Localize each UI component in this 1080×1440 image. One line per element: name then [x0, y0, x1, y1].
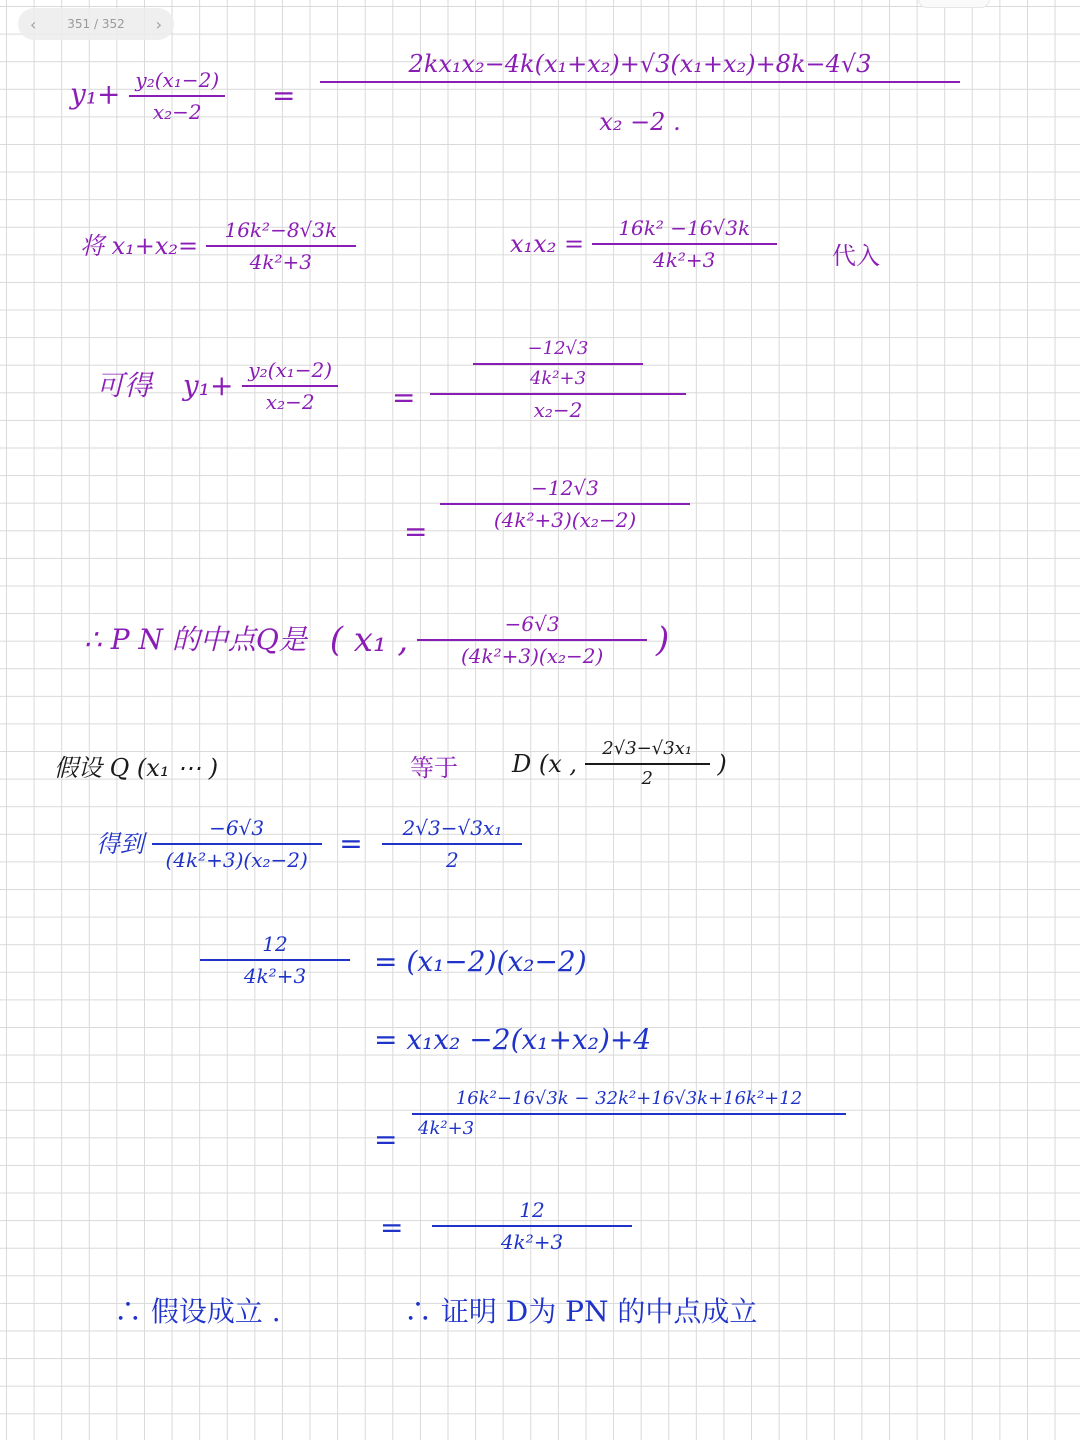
prev-page-icon[interactable]: ‹ [30, 14, 37, 34]
fraction-bar [200, 959, 350, 961]
l1-lhs-fraction [129, 70, 225, 122]
equation-line-1 [70, 70, 225, 122]
page-indicator: 351 / 352 [67, 17, 125, 31]
fraction-bar [129, 95, 225, 97]
l3-inner-fraction [473, 340, 643, 388]
l11-num: 12 [519, 1198, 545, 1222]
equation-line-5 [84, 614, 669, 666]
equation-line-3 [96, 360, 338, 412]
l4-den: (4k²+3)(x₂−2) [493, 508, 637, 532]
l10-den: 4k²+3 [418, 1118, 475, 1139]
l2-prod-prefix: x₁x₂ = [510, 230, 585, 258]
l1-rhs-den: x₂ −2 . [599, 108, 681, 136]
l9-rhs: = x₁x₂ −2(x₁+x₂)+4 [374, 1023, 652, 1056]
l10-frac [412, 1090, 846, 1138]
l1-y1: y₁+ [70, 77, 121, 111]
l5-prefix: ∴ P N 的中点Q是 [84, 623, 307, 656]
fraction-bar [592, 243, 777, 245]
fraction-bar [440, 503, 690, 505]
l1-rhs-num: 2kx₁x₂−4k(x₁+x₂)+√3(x₁+x₂)+8k−4√3 [408, 50, 872, 78]
l11-den: 4k²+3 [500, 1230, 564, 1254]
l8-rhs: = (x₁−2)(x₂−2) [374, 945, 587, 978]
l8-lhs-num: 12 [262, 932, 288, 956]
l3-lhs-fraction [242, 360, 338, 412]
l6-d-fraction [585, 740, 710, 788]
l1-lhs-num: y₂(x₁−2) [135, 68, 220, 92]
l7-rhs-den: 2 [446, 848, 459, 872]
l11-frac [432, 1200, 632, 1252]
fraction-bar [152, 843, 322, 845]
l5-fraction [417, 614, 647, 666]
fraction-bar [320, 81, 960, 83]
l2-prod-fraction [592, 218, 777, 270]
l4-frac [440, 478, 690, 530]
l3-inner-num: −12√3 [527, 338, 589, 359]
l7-equals: = [339, 827, 363, 860]
fraction-bar [206, 245, 356, 247]
l3-lhs-num: y₂(x₁−2) [248, 358, 333, 382]
l6-equal: 等于 [410, 754, 458, 782]
l7-lhs-num: −6√3 [209, 816, 265, 840]
l5-open: ( x₁ , [329, 620, 409, 660]
l1-lhs-den: x₂−2 [152, 100, 202, 124]
l3-inner-frac-wrap [467, 340, 649, 388]
fraction-bar [432, 1225, 632, 1227]
equation-line-7 [96, 818, 522, 870]
l7-lhs-den: (4k²+3)(x₂−2) [165, 848, 308, 872]
fraction-bar [417, 639, 647, 641]
l7-rhs-fraction [382, 818, 522, 870]
l8-lhs-den: 4k²+3 [243, 964, 307, 988]
l4-fraction [440, 478, 690, 530]
l12-right: ∴ 证明 D为 PN 的中点成立 [404, 1295, 758, 1328]
l1-rhs-frac [320, 52, 960, 134]
page-navigator [18, 8, 174, 40]
l2-suffix: 代入 [832, 242, 880, 270]
l5-close: ) [656, 620, 670, 660]
l3-outer-fraction [430, 340, 686, 420]
l7-rhs-num: 2√3−√3x₁ [402, 816, 503, 840]
l3-lhs-den: x₂−2 [265, 390, 315, 414]
fraction-bar [382, 843, 522, 845]
l2-prod-num: 16k² −16√3k [618, 216, 751, 240]
l12-left: ∴ 假设成立 . [114, 1295, 281, 1328]
l6-assume: 假设 Q (x₁ ⋯ ) [54, 754, 219, 782]
l6-d-open: D (x , [512, 750, 578, 778]
l3-prefix: 可得 [96, 369, 153, 402]
l3-y1: y₁+ [182, 369, 234, 402]
l5-num: −6√3 [504, 612, 560, 636]
equation-line-2-product [510, 218, 777, 270]
l10-num: 16k²−16√3k − 32k²+16√3k+16k²+12 [455, 1088, 803, 1109]
l7-prefix: 得到 [96, 830, 144, 858]
toolbar-handle [918, 0, 990, 8]
l1-equals: = [272, 79, 296, 112]
l10-equals: = [374, 1123, 398, 1156]
l11-fraction [432, 1200, 632, 1252]
l1-rhs-fraction [320, 52, 960, 134]
equation-line-2 [80, 220, 356, 272]
l6-d-point [512, 740, 727, 788]
equation-line-8 [200, 934, 350, 986]
l6-d-close: ) [717, 750, 727, 778]
next-page-icon[interactable]: › [155, 14, 162, 34]
l2-sum-fraction [206, 220, 356, 272]
fraction-bar [585, 763, 710, 765]
l4-num: −12√3 [531, 476, 599, 500]
l6-d-den: 2 [641, 768, 653, 789]
l7-lhs-fraction [152, 818, 322, 870]
l4-equals: = [404, 515, 428, 548]
fraction-bar [430, 393, 686, 395]
l2-prefix: 将 x₁+x₂= [80, 232, 199, 260]
fraction-bar [473, 363, 643, 365]
l2-sum-den: 4k²+3 [249, 250, 312, 274]
l6-d-num: 2√3−√3x₁ [602, 738, 693, 759]
l8-lhs-fraction [200, 934, 350, 986]
l10-fraction [412, 1090, 846, 1138]
l5-den: (4k²+3)(x₂−2) [460, 644, 604, 668]
l3-inner-den: 4k²+3 [529, 368, 587, 389]
l2-prod-den: 4k²+3 [653, 248, 716, 272]
l3-equals: = [392, 381, 416, 414]
l3-rhs-compound [430, 340, 686, 420]
l3-outer-den: x₂−2 [533, 398, 583, 422]
fraction-bar [412, 1113, 846, 1115]
l2-sum-num: 16k²−8√3k [224, 218, 338, 242]
fraction-bar [242, 385, 338, 387]
l11-equals: = [380, 1211, 404, 1244]
